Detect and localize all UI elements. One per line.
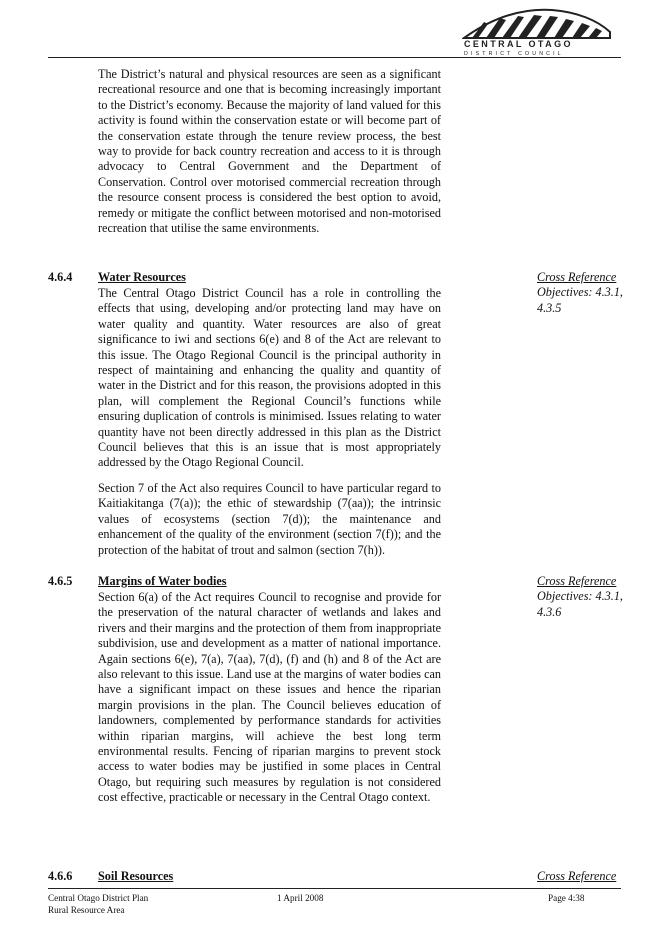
section-number: 4.6.4 bbox=[48, 270, 73, 284]
header-rule bbox=[48, 57, 621, 58]
logo-text-main: CENTRAL OTAGO bbox=[464, 39, 573, 49]
logo-text-sub: DISTRICT COUNCIL bbox=[464, 51, 564, 57]
cross-reference-title: Cross Reference bbox=[537, 869, 617, 883]
section-title: Soil Resources bbox=[98, 869, 174, 883]
footer-rule bbox=[48, 888, 621, 889]
intro-paragraph: The District’s natural and physical resources are seen as a significant recreational resource and one that is becoming increasingly important to the District’s economy. Because the majority of land valued for this activity is found within the conservation estate or will become part of the conservation estate through the tenure review process, the best way to provide for back country recreation and access to it is through advocacy to Central Government and the Department of Conservation. Control over motorised commercial recreation through the resource consent process is considered the best option to avoid, remedy or mitigate the conflict between motorised and non-motorised recreation that utilise the same environments. bbox=[98, 67, 441, 236]
section-title: Water Resources bbox=[98, 270, 186, 284]
cross-reference-objectives-cont: 4.3.5 bbox=[537, 300, 562, 315]
footer-area: Rural Resource Area bbox=[48, 905, 125, 915]
footer-plan-name: Central Otago District Plan bbox=[48, 893, 149, 903]
cross-reference bbox=[537, 574, 637, 620]
cross-reference-title: Cross Reference bbox=[537, 270, 617, 284]
mountain-logo-icon bbox=[462, 8, 612, 40]
section-number: 4.6.6 bbox=[48, 869, 73, 883]
footer-page-number: Page 4:38 bbox=[548, 893, 585, 903]
cross-reference-objectives-cont: 4.3.6 bbox=[537, 604, 562, 619]
cross-reference bbox=[537, 270, 637, 316]
cross-reference-objectives: Objectives: 4.3.1, bbox=[537, 589, 623, 604]
section-paragraph: Section 6(a) of the Act requires Council to recognise and provide for the preservation of the natural character of wetlands and lakes and rivers and their margins and the protection of them from inappropriate subdivision, use and development as a matter of national importance. Again sections 6(e), 7(a), 7(aa), 7(d), (f) and (h) and 8 of the Act are also relevant to this issue. Land use at the margins of water bodies can have a significant impact on these issues and hence the riparian margin provisions in the plan. The Council believes education of landowners, complemented by performance standards for activities within riparian margins, will achieve the best long term environmental results. Fencing of riparian margins to prevent stock access to water bodies may be justified in some places in Central Otago, but requiring such measures by regulation is not considered cost effective, practicable or necessary in the Central Otago context. bbox=[98, 590, 441, 805]
footer-date: 1 April 2008 bbox=[277, 893, 324, 903]
section-title: Margins of Water bodies bbox=[98, 574, 227, 588]
section-number: 4.6.5 bbox=[48, 574, 73, 588]
section-paragraph: Section 7 of the Act also requires Council to have particular regard to Kaitiakitanga (7(a)); the ethic of stewardship (7(aa)); the intrinsic values of ecosystems (section 7(d)); the maintenance and enhancement of the quality of the environment (section 7(f)); and the protection of the habitat of trout and salmon (section 7(h)). bbox=[98, 481, 441, 557]
cross-reference bbox=[537, 869, 637, 884]
council-logo bbox=[462, 8, 612, 58]
cross-reference-title: Cross Reference bbox=[537, 574, 617, 588]
cross-reference-objectives: Objectives: 4.3.1, bbox=[537, 285, 623, 300]
section-paragraph: The Central Otago District Council has a role in controlling the effects that using, developing and/or protecting land may have on water quality and quantity. Water resources are also of great significance to iwi and sections 6(e) and 8 of the Act are relevant to this issue. The Otago Regional Council is the principal authority in respect of maintaining and enhancing the quality and quantity of water in the District and for this reason, the provisions adopted in this plan, will complement the Regional Council’s functions while ensuring duplication of controls is minimised. Issues relating to water quantity have not been directly addressed in this plan as the District Council believes that this is an issue that is most appropriately addressed by the Otago Regional Council. bbox=[98, 286, 441, 470]
